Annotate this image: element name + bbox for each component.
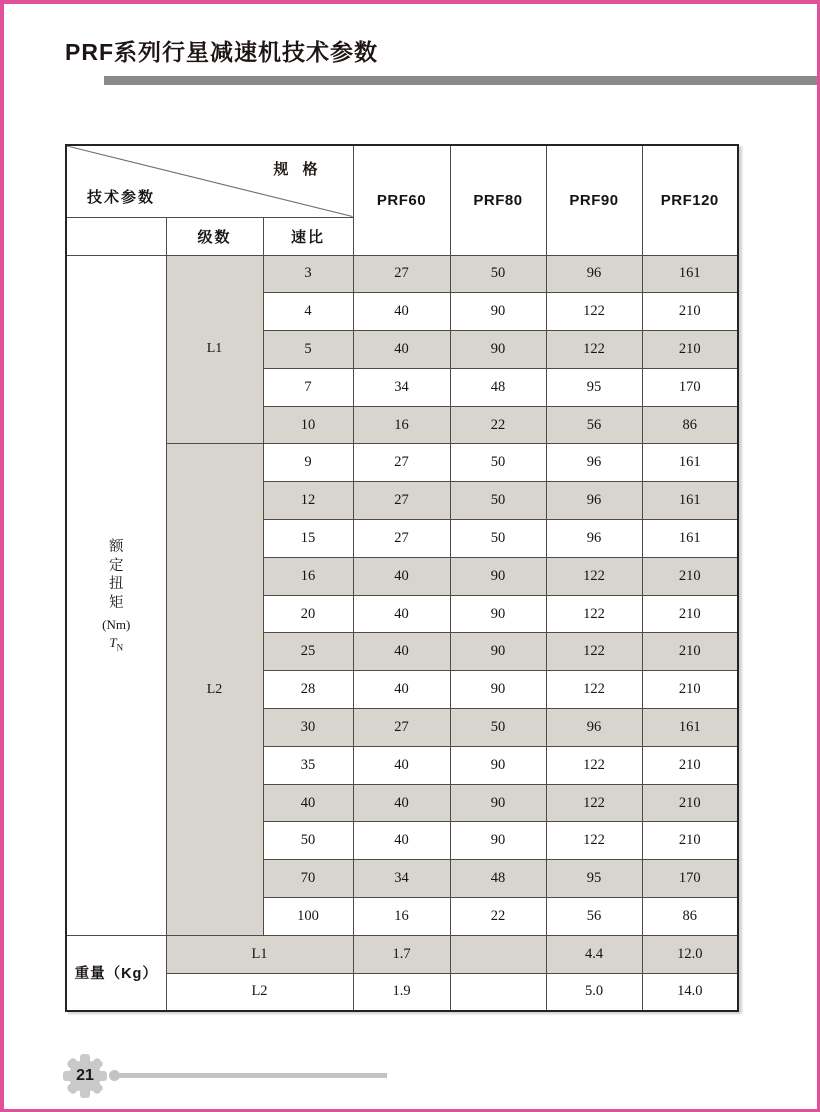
- value-cell: 48: [450, 860, 546, 898]
- value-cell: 122: [546, 595, 642, 633]
- value-cell: 90: [450, 746, 546, 784]
- value-cell: 16: [353, 406, 450, 444]
- value-cell: 27: [353, 482, 450, 520]
- value-cell: 210: [642, 822, 738, 860]
- ratio-cell: 12: [263, 482, 353, 520]
- torque-symbol-t: T: [109, 635, 117, 651]
- value-cell: 161: [642, 482, 738, 520]
- value-cell: 210: [642, 633, 738, 671]
- value-cell: 86: [642, 898, 738, 936]
- corner-diagonal-cell: [66, 145, 353, 217]
- value-cell: 122: [546, 331, 642, 369]
- ratio-cell: 50: [263, 822, 353, 860]
- value-cell: 210: [642, 784, 738, 822]
- stage-group-cell: L2: [166, 444, 263, 935]
- weight-row: [66, 935, 738, 973]
- ratio-cell: 4: [263, 293, 353, 331]
- value-cell: 90: [450, 671, 546, 709]
- value-cell: 210: [642, 671, 738, 709]
- spec-table: [65, 144, 739, 1012]
- value-cell: 90: [450, 293, 546, 331]
- ratio-cell: 5: [263, 331, 353, 369]
- value-cell: 12.0: [642, 935, 738, 973]
- value-cell: 96: [546, 709, 642, 747]
- value-cell: 96: [546, 482, 642, 520]
- value-cell: 1.9: [353, 973, 450, 1011]
- value-cell: 95: [546, 368, 642, 406]
- value-cell: 95: [546, 860, 642, 898]
- torque-label-char: 额: [109, 538, 124, 555]
- ratio-cell: 40: [263, 784, 353, 822]
- value-cell: 22: [450, 406, 546, 444]
- torque-header-cell: [66, 255, 166, 935]
- value-cell: 90: [450, 784, 546, 822]
- torque-unit: (Nm): [102, 617, 131, 633]
- value-cell: 16: [353, 898, 450, 936]
- value-cell: 122: [546, 784, 642, 822]
- value-cell: 4.4: [546, 935, 642, 973]
- ratio-cell: 35: [263, 746, 353, 784]
- value-cell: 5.0: [546, 973, 642, 1011]
- torque-symbol-sub: N: [116, 642, 124, 653]
- weight-stage-cell: L1: [166, 935, 353, 973]
- value-cell: 90: [450, 595, 546, 633]
- value-cell: 161: [642, 709, 738, 747]
- value-cell: 122: [546, 671, 642, 709]
- value-cell: [450, 973, 546, 1011]
- value-cell: 86: [642, 406, 738, 444]
- value-cell: 40: [353, 746, 450, 784]
- ratio-cell: 20: [263, 595, 353, 633]
- value-cell: 170: [642, 368, 738, 406]
- value-cell: 122: [546, 293, 642, 331]
- value-cell: 56: [546, 406, 642, 444]
- value-cell: 96: [546, 444, 642, 482]
- ratio-cell: 15: [263, 520, 353, 558]
- value-cell: 27: [353, 709, 450, 747]
- corner-spec-label: 规 格: [273, 161, 323, 178]
- ratio-cell: 25: [263, 633, 353, 671]
- footer-decorative-line: [118, 1073, 387, 1078]
- value-cell: 210: [642, 595, 738, 633]
- value-cell: 90: [450, 557, 546, 595]
- value-cell: 90: [450, 822, 546, 860]
- weight-row: [66, 973, 738, 1011]
- stage-header: 级数: [166, 217, 263, 255]
- value-cell: 27: [353, 444, 450, 482]
- ratio-cell: 16: [263, 557, 353, 595]
- value-cell: 90: [450, 331, 546, 369]
- value-cell: 50: [450, 709, 546, 747]
- spec-table-container: [65, 144, 737, 1012]
- value-cell: 90: [450, 633, 546, 671]
- column-header-prf60: PRF60: [353, 145, 450, 255]
- value-cell: 27: [353, 520, 450, 558]
- value-cell: 1.7: [353, 935, 450, 973]
- torque-label-char: 扭: [109, 576, 124, 593]
- column-header-prf80: PRF80: [450, 145, 546, 255]
- value-cell: 27: [353, 255, 450, 293]
- value-cell: 50: [450, 444, 546, 482]
- value-cell: 96: [546, 255, 642, 293]
- value-cell: 161: [642, 520, 738, 558]
- value-cell: 48: [450, 368, 546, 406]
- value-cell: 50: [450, 520, 546, 558]
- page-number: 21: [76, 1067, 94, 1084]
- ratio-header: 速比: [263, 217, 353, 255]
- table-row: [66, 255, 738, 293]
- value-cell: 40: [353, 595, 450, 633]
- value-cell: 122: [546, 633, 642, 671]
- torque-symbol: [67, 635, 166, 653]
- corner-sub-empty-cell: [66, 217, 166, 255]
- value-cell: 96: [546, 520, 642, 558]
- value-cell: 14.0: [642, 973, 738, 1011]
- value-cell: [450, 935, 546, 973]
- title-underline-bar: [104, 76, 817, 85]
- spec-table-body: [66, 255, 738, 1011]
- value-cell: 40: [353, 784, 450, 822]
- value-cell: 34: [353, 368, 450, 406]
- column-header-prf120: PRF120: [642, 145, 738, 255]
- value-cell: 50: [450, 255, 546, 293]
- value-cell: 40: [353, 822, 450, 860]
- ratio-cell: 100: [263, 898, 353, 936]
- value-cell: 170: [642, 860, 738, 898]
- value-cell: 40: [353, 633, 450, 671]
- ratio-cell: 70: [263, 860, 353, 898]
- ratio-cell: 9: [263, 444, 353, 482]
- ratio-cell: 28: [263, 671, 353, 709]
- value-cell: 50: [450, 482, 546, 520]
- torque-label-char: 矩: [109, 595, 124, 612]
- page-number-badge: [61, 1052, 109, 1100]
- ratio-cell: 7: [263, 368, 353, 406]
- weight-stage-cell: L2: [166, 973, 353, 1011]
- value-cell: 161: [642, 444, 738, 482]
- value-cell: 22: [450, 898, 546, 936]
- value-cell: 210: [642, 331, 738, 369]
- stage-group-cell: L1: [166, 255, 263, 444]
- value-cell: 56: [546, 898, 642, 936]
- value-cell: 40: [353, 331, 450, 369]
- value-cell: 122: [546, 557, 642, 595]
- ratio-cell: 3: [263, 255, 353, 293]
- value-cell: 40: [353, 557, 450, 595]
- ratio-cell: 30: [263, 709, 353, 747]
- value-cell: 210: [642, 557, 738, 595]
- value-cell: 210: [642, 746, 738, 784]
- torque-label: [67, 538, 166, 613]
- value-cell: 40: [353, 671, 450, 709]
- value-cell: 122: [546, 822, 642, 860]
- corner-param-label: 技术参数: [87, 188, 156, 206]
- value-cell: 40: [353, 293, 450, 331]
- torque-label-char: 定: [109, 557, 124, 574]
- value-cell: 122: [546, 746, 642, 784]
- value-cell: 210: [642, 293, 738, 331]
- value-cell: 161: [642, 255, 738, 293]
- weight-header-cell: 重量（Kg）: [66, 935, 166, 1011]
- table-row: [66, 444, 738, 482]
- header-row-1: [66, 145, 738, 217]
- page-title: PRF系列行星减速机技术参数: [65, 39, 378, 65]
- ratio-cell: 10: [263, 406, 353, 444]
- column-header-prf90: PRF90: [546, 145, 642, 255]
- value-cell: 34: [353, 860, 450, 898]
